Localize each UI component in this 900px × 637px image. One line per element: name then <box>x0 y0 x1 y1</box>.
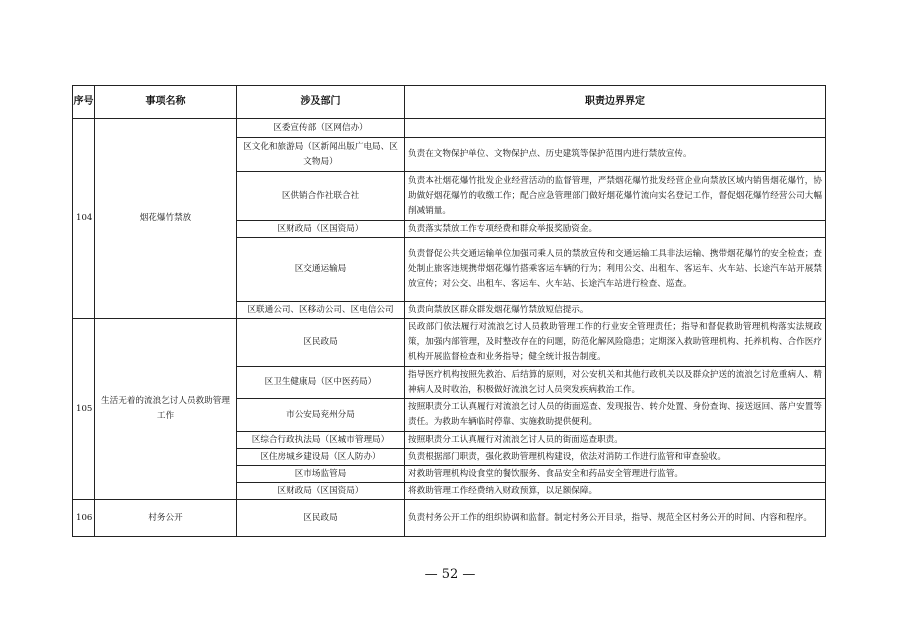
department-cell: 区财政局（区国资局） <box>237 483 405 500</box>
department-cell: 区卫生健康局（区中医药局） <box>237 367 405 399</box>
duty-cell: 按照职责分工认真履行对流浪乞讨人员的街面巡查职责。 <box>405 432 826 449</box>
duty-cell: 负责根据部门职责，强化救助管理机构建设，依法对消防工作进行监管和审查验收。 <box>405 449 826 466</box>
duty-cell: 负责落实禁放工作专项经费和群众举报奖励资金。 <box>405 221 826 238</box>
department-cell: 市公安局兖州分局 <box>237 399 405 432</box>
page-number: — 52 — <box>424 567 476 582</box>
duty-cell <box>405 119 826 138</box>
department-cell: 区民政局 <box>237 500 405 537</box>
duty-cell: 对救助管理机构设食堂的餐饮服务、食品安全和药品安全管理进行监管。 <box>405 466 826 483</box>
department-cell: 区财政局（区国资局） <box>237 221 405 238</box>
duty-cell: 负责村务公开工作的组织协调和监督。制定村务公开目录，指导、规范全区村务公开的时间、内容和程序。 <box>405 500 826 537</box>
table-row <box>73 119 826 138</box>
table-header-row <box>73 86 826 119</box>
department-cell: 区交通运输局 <box>237 238 405 302</box>
department-cell: 区文化和旅游局（区新闻出版广电局、区文物局） <box>237 138 405 172</box>
row-number: 105 <box>73 319 95 500</box>
row-number: 106 <box>73 500 95 537</box>
header-seq: 序号 <box>73 86 95 119</box>
duty-cell: 按照职责分工认真履行对流浪乞讨人员的街面巡查、发现报告、转介处置、身份查询、接送返回、落户安置等责任。为救助车辆临时停靠、实施救助提供便利。 <box>405 399 826 432</box>
department-cell: 区联通公司、区移动公司、区电信公司 <box>237 302 405 319</box>
department-cell: 区民政局 <box>237 319 405 367</box>
department-cell: 区市场监管局 <box>237 466 405 483</box>
department-cell: 区综合行政执法局（区城市管理局） <box>237 432 405 449</box>
table-row <box>73 319 826 367</box>
item-name: 生活无着的流浪乞讨人员救助管理工作 <box>95 319 237 500</box>
header-duty-boundary: 职责边界界定 <box>405 86 826 119</box>
duty-cell: 指导医疗机构按照先救治、后结算的原则，对公安机关和其他行政机关以及群众护送的流浪乞讨危重病人、精神病人及时收治，积极做好流浪乞讨人员突发疾病救治工作。 <box>405 367 826 399</box>
item-name: 村务公开 <box>95 500 237 537</box>
duty-cell: 负责本社烟花爆竹批发企业经营活动的监督管理，严禁烟花爆竹批发经营企业向禁放区域内销售烟花爆竹，协助做好烟花爆竹的收缴工作；配合应急管理部门做好烟花爆竹流向实名登记工作，督促烟花爆竹经营公司大幅削减销量。 <box>405 172 826 221</box>
duty-cell: 负责在文物保护单位、文物保护点、历史建筑等保护范围内进行禁放宣传。 <box>405 138 826 172</box>
duty-cell: 负责督促公共交通运输单位加强司乘人员的禁放宣传和交通运输工具非法运输、携带烟花爆竹的安全检查；查处制止旅客违规携带烟花爆竹搭乘客运车辆的行为；利用公交、出租车、客运车、火车站、长途汽车站开展禁放宣传；对公交、出租车、客运车、火车站、长途汽车站进行检查、巡查。 <box>405 238 826 302</box>
duty-cell: 负责向禁放区群众群发烟花爆竹禁放短信提示。 <box>405 302 826 319</box>
header-department: 涉及部门 <box>237 86 405 119</box>
duty-cell: 将救助管理工作经费纳入财政预算，以足额保障。 <box>405 483 826 500</box>
table-row <box>73 500 826 537</box>
responsibility-table <box>72 85 826 537</box>
duty-cell: 民政部门依法履行对流浪乞讨人员救助管理工作的行业安全管理责任；指导和督促救助管理机构落实法规政策，加强内部管理，及时整改存在的问题，防范化解风险隐患；定期深入救助管理机构、托养机构、合作医疗机构开展监督检查和业务指导；健全统计报告制度。 <box>405 319 826 367</box>
row-number: 104 <box>73 119 95 319</box>
department-cell: 区委宣传部（区网信办） <box>237 119 405 138</box>
header-item-name: 事项名称 <box>95 86 237 119</box>
department-cell: 区住房城乡建设局（区人防办） <box>237 449 405 466</box>
item-name: 烟花爆竹禁放 <box>95 119 237 319</box>
department-cell: 区供销合作社联合社 <box>237 172 405 221</box>
